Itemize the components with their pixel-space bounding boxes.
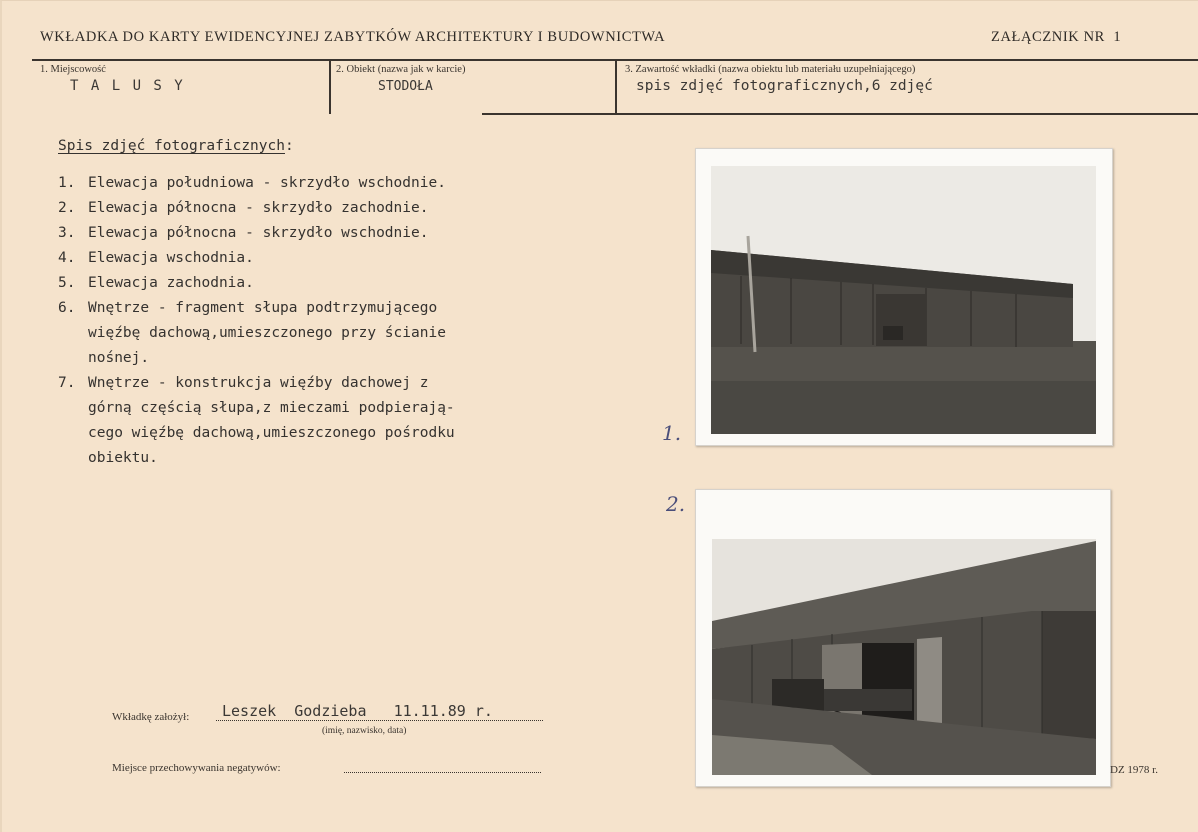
contents-label: 3. Zawartość wkładki (nazwa obiektu lub materiału uzupełniającego) [625,64,916,75]
annex-text: ZAŁĄCZNIK NR [991,29,1105,45]
field-divider-2 [615,59,617,115]
photo-list-title-text: Spis zdjęć fotograficznych [58,138,285,154]
photo-list-title [58,138,294,154]
print-mark: DZ 1978 r. [1110,764,1158,776]
annex-label [991,29,1121,46]
list-item-text: Elewacja wschodnia. [88,250,254,266]
object-value: STODOŁA [378,79,433,94]
locality-label: 1. Miejscowość [40,64,106,75]
locality-value: T A L U S Y [70,78,185,94]
list-item-text: Elewacja zachodnia. [88,275,254,291]
list-item [58,221,538,246]
negatives-label: Miejsce przechowywania negatywów: [112,762,281,774]
list-item [58,246,538,271]
field-underline-object [482,113,616,115]
list-item-number: 4. [58,250,76,266]
list-item-text: Elewacja północna - skrzydło wschodnie. [88,225,429,241]
contents-value: spis zdjęć fotograficznych,6 zdjęć [636,78,933,94]
list-item-number: 3. [58,225,76,241]
created-by-label: Wkładkę założył: [112,711,190,723]
list-item-text: Wnętrze - fragment słupa podtrzymującego więźbę dachową,umieszczonego przy ścianie nośnej. [88,300,446,366]
list-item [58,271,538,296]
list-item-text: Elewacja północna - skrzydło zachodnie. [88,200,429,216]
list-item [58,196,538,221]
photo-2 [695,489,1111,787]
photo-2-number: 2. [666,492,686,516]
created-by-value: Leszek Godzieba 11.11.89 r. [222,702,493,720]
list-item-number: 5. [58,275,76,291]
list-item [58,171,538,196]
object-label: 2. Obiekt (nazwa jak w karcie) [336,64,466,75]
photo-list [58,171,538,471]
negatives-line [344,772,541,773]
list-item [58,296,538,371]
photo-list-title-colon: : [284,138,294,154]
list-item-text: Elewacja południowa - skrzydło wschodnie. [88,175,446,191]
list-item-number: 1. [58,175,76,191]
list-item [58,371,538,471]
list-item-number: 2. [58,200,76,216]
field-underline-contents [616,113,1198,115]
created-by-line [216,720,543,721]
barn-photo-south [711,166,1096,434]
created-by-hint: (imię, nazwisko, data) [322,726,407,736]
barn-photo-east [712,539,1096,775]
list-item-number: 6. [58,300,76,316]
list-item-text: Wnętrze - konstrukcja więźby dachowej z górną częścią słupa,z mieczami podpierają- cego więźbę dachową,umieszczonego pośrodku obiektu. [88,375,455,466]
form-title: WKŁADKA DO KARTY EWIDENCYJNEJ ZABYTKÓW ARCHITEKTURY I BUDOWNICTWA [40,29,666,45]
annex-number: 1 [1113,29,1122,45]
photo-1 [695,148,1113,446]
list-item-number: 7. [58,375,76,391]
field-divider-1 [329,59,331,114]
photo-1-number: 1. [662,421,682,445]
